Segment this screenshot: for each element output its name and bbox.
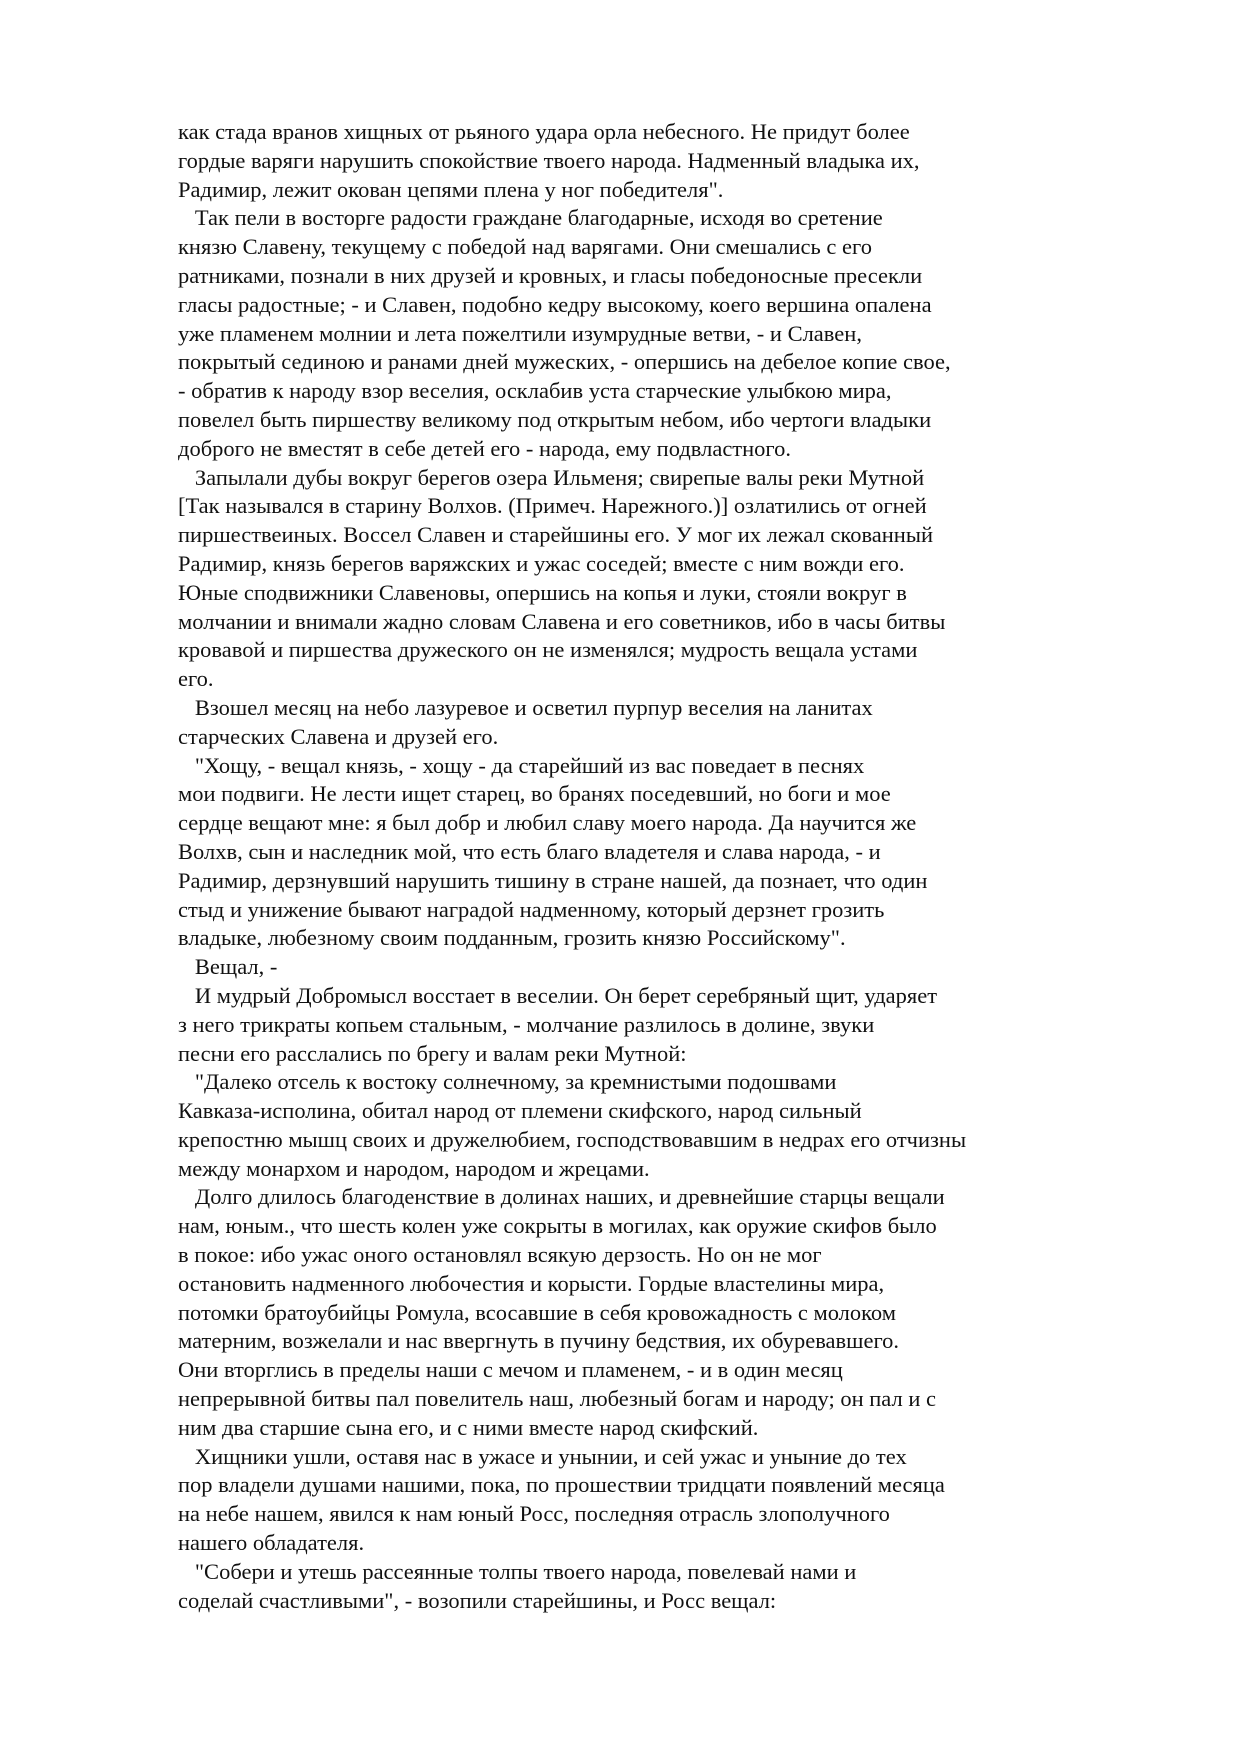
text-line: гласы радостные; - и Славен, подобно кедру высокому, коего вершина опалена bbox=[178, 291, 932, 317]
text-line: его. bbox=[178, 666, 214, 692]
text-line: князю Славену, текущему с победой над варягами. Они смешались с его bbox=[178, 234, 872, 260]
text-line: как стада вранов хищных от рьяного удара орла небесного. Не придут более bbox=[178, 119, 910, 144]
text-line: на небе нашем, явился к нам юный Росс, последняя отрасль злополучного bbox=[178, 1501, 890, 1527]
text-line: ратниками, познали в них друзей и кровных, и гласы победоносные пресекли bbox=[178, 262, 923, 288]
text-line: сердце вещают мне: я был добр и любил славу моего народа. Да научится же bbox=[178, 810, 917, 836]
text-line: Кавказа-исполина, обитал народ от племени скифского, народ сильный bbox=[178, 1098, 862, 1124]
text-line: между монархом и народом, народом и жрецами. bbox=[178, 1155, 650, 1181]
text-line: владыке, любезному своим подданным, грозить князю Российскому". bbox=[178, 925, 846, 951]
text-line: [Так назывался в старину Волхов. (Примеч. Нарежного.)] озлатились от огней bbox=[178, 493, 927, 519]
text-line: Взошел месяц на небо лазуревое и осветил пурпур веселия на ланитах bbox=[178, 694, 873, 720]
text-line: нам, юным., что шесть колен уже сокрыты в могилах, как оружие скифов было bbox=[178, 1213, 937, 1239]
text-line: ним два старшие сына его, и с ними вместе народ скифский. bbox=[178, 1414, 759, 1440]
text-line: И мудрый Добромысл восстает в веселии. Он берет серебряный щит, ударяет bbox=[178, 982, 938, 1008]
text-line: Так пели в восторге радости граждане благодарные, исходя во сретение bbox=[178, 205, 883, 231]
text-line: старческих Славена и друзей его. bbox=[178, 723, 499, 749]
text-line: з него трикраты копьем стальным, - молчание разлилось в долине, звуки bbox=[178, 1011, 875, 1037]
text-line: соделай счастливыми", - возопили старейшины, и Росс вещал: bbox=[178, 1587, 777, 1613]
text-line: повелел быть пиршеству великому под открытым небом, ибо чертоги владыки bbox=[178, 406, 932, 432]
text-line: стыд и унижение бывают наградой надменному, который дерзнет грозить bbox=[178, 896, 885, 922]
text-line: Радимир, дерзнувший нарушить тишину в стране нашей, да познает, что один bbox=[178, 867, 928, 893]
text-line: гордые варяги нарушить спокойствие твоего народа. Надменный владыка их, bbox=[178, 147, 920, 173]
text-line: мои подвиги. Не лести ищет старец, во бранях поседевший, но боги и мое bbox=[178, 781, 891, 807]
text-line: Юные сподвижники Славеновы, опершись на копья и луки, стояли вокруг в bbox=[178, 579, 907, 605]
text-line: Запылали дубы вокруг берегов озера Ильменя; свирепые валы реки Мутной bbox=[178, 464, 925, 490]
text-line: в покое: ибо ужас оного остановлял всякую дерзость. Но он не мог bbox=[178, 1242, 822, 1268]
text-line: нашего обладателя. bbox=[178, 1530, 365, 1556]
text-line: уже пламенем молнии и лета пожелтили изумрудные ветви, - и Славен, bbox=[178, 320, 862, 346]
text-line: потомки братоубийцы Ромула, всосавшие в себя кровожадность с молоком bbox=[178, 1299, 896, 1325]
text-line: молчании и внимали жадно словам Славена и его советников, ибо в часы битвы bbox=[178, 608, 946, 634]
text-line: непрерывной битвы пал повелитель наш, любезный богам и народу; он пал и с bbox=[178, 1386, 937, 1412]
text-line: пор владели душами нашими, пока, по прошествии тридцати появлений месяца bbox=[178, 1472, 945, 1498]
text-line: Долго длилось благоденствие в долинах наших, и древнейшие старцы вещали bbox=[178, 1184, 945, 1210]
text-line: "Далеко отсель к востоку солнечному, за кремнистыми подошвами bbox=[178, 1069, 837, 1095]
text-line: Радимир, лежит окован цепями плена у ног победителя". bbox=[178, 176, 724, 202]
text-line: кровавой и пиршества дружеского он не изменялся; мудрость вещала устами bbox=[178, 637, 918, 663]
text-line: "Хощу, - вещал князь, - хощу - да старейший из вас поведает в песнях bbox=[178, 752, 865, 778]
text-line: доброго не вместят в себе детей его - народа, ему подвластного. bbox=[178, 435, 791, 461]
text-line: Они вторглись в пределы наши с мечом и пламенем, - и в один месяц bbox=[178, 1357, 843, 1383]
text-line: крепостню мышц своих и дружелюбием, господствовавшим в недрах его отчизны bbox=[178, 1126, 967, 1152]
text-line: Вещал, - bbox=[178, 954, 278, 980]
text-line: "Собери и утешь рассеянные толпы твоего народа, повелевай нами и bbox=[178, 1558, 857, 1584]
text-line: Радимир, князь берегов варяжских и ужас соседей; вместе с ним вожди его. bbox=[178, 550, 905, 576]
text-line: - обратив к народу взор веселия, осклабив уста старческие улыбкою мира, bbox=[178, 378, 892, 404]
document-page bbox=[178, 118, 1078, 1615]
text-line: Волхв, сын и наследник мой, что есть благо владетеля и слава народа, - и bbox=[178, 838, 881, 864]
text-line: матерним, возжелали и нас ввергнуть в пучину бедствия, их обуревавшего. bbox=[178, 1328, 899, 1354]
text-line: покрытый сединою и ранами дней мужеских, - опершись на дебелое копие свое, bbox=[178, 349, 951, 375]
text-line: остановить надменного любочестия и корысти. Гордые властелины мира, bbox=[178, 1270, 885, 1296]
text-line: пиршествеиных. Воссел Славен и старейшины его. У мог их лежал скованный bbox=[178, 522, 933, 548]
text-line: песни его расслались по брегу и валам реки Мутной: bbox=[178, 1040, 687, 1066]
text-line: Хищники ушли, оставя нас в ужасе и унынии, и сей ужас и уныние до тех bbox=[178, 1443, 907, 1469]
